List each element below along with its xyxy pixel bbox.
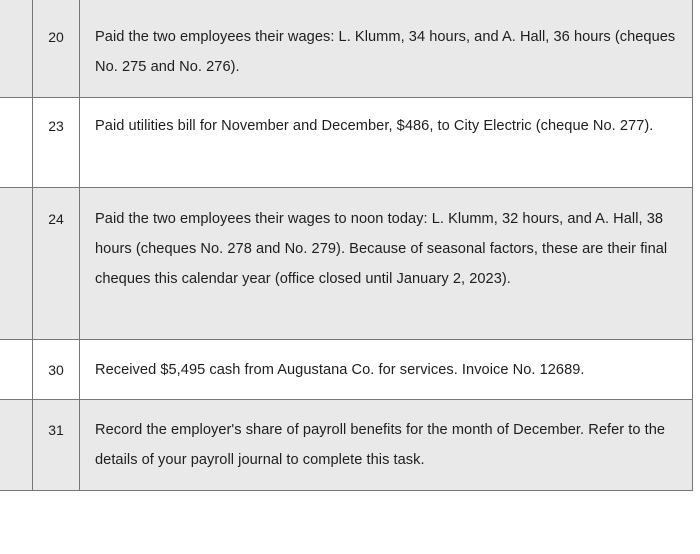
date-label: 31	[48, 422, 64, 438]
date-cell	[32, 400, 80, 490]
date-cell	[32, 340, 80, 399]
date-label: 23	[48, 118, 64, 134]
table-border	[692, 188, 693, 339]
table-row	[0, 98, 693, 188]
date-label: 20	[48, 29, 64, 45]
date-cell	[32, 188, 80, 339]
table-border	[692, 400, 693, 490]
description-cell: Paid the two employees their wages: L. Klumm, 34 hours, and A. Hall, 36 hours (cheques No. 275 and No. 276).	[95, 29, 676, 75]
table-border	[692, 0, 693, 97]
description-cell: Paid utilities bill for November and December, $486, to City Electric (cheque No. 277).	[95, 118, 654, 134]
date-label: 24	[48, 211, 64, 227]
table-row	[0, 400, 693, 491]
date-cell	[32, 98, 80, 187]
date-cell	[32, 0, 80, 97]
table-border	[692, 340, 693, 399]
table-border	[692, 98, 693, 187]
table-row	[0, 0, 693, 98]
table-row	[0, 340, 693, 400]
date-label: 30	[48, 362, 64, 378]
description-cell: Paid the two employees their wages to noon today: L. Klumm, 32 hours, and A. Hall, 38 hours (cheques No. 278 and No. 279). Because of seasonal factors, these are their final cheques this calendar year (office closed until January 2, 2023).	[95, 211, 668, 287]
table-row	[0, 188, 693, 340]
description-cell: Received $5,495 cash from Augustana Co. for services. Invoice No. 12689.	[95, 362, 585, 378]
description-cell: Record the employer's share of payroll benefits for the month of December. Refer to the details of your payroll journal to complete this task.	[95, 422, 666, 468]
